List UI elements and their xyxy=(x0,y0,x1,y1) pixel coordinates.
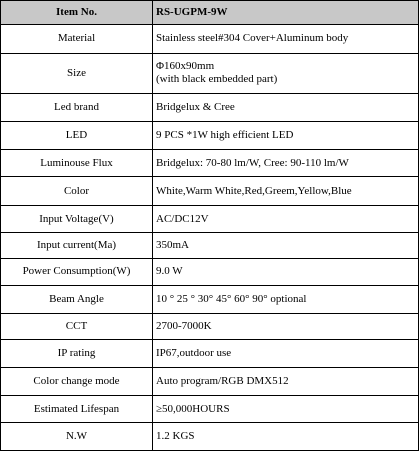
row-label: N.W xyxy=(1,423,153,451)
row-label: CCT xyxy=(1,313,153,340)
row-label: Luminouse Flux xyxy=(1,149,153,177)
size-value-line-2: (with black embedded part) xyxy=(156,73,278,86)
table-row xyxy=(1,53,419,93)
row-value: 9.0 W xyxy=(153,258,419,285)
table-row xyxy=(1,177,419,206)
row-value: 1.2 KGS xyxy=(153,423,419,451)
table-row xyxy=(1,396,419,423)
table-row xyxy=(1,313,419,340)
row-label: Power Consumption(W) xyxy=(1,258,153,285)
row-value: White,Warm White,Red,Greem,Yellow,Blue xyxy=(153,177,419,206)
table-row xyxy=(1,368,419,396)
header-label: Item No. xyxy=(1,1,153,25)
table-row xyxy=(1,285,419,313)
table-row xyxy=(1,233,419,259)
row-label: Beam Angle xyxy=(1,285,153,313)
row-label: Size xyxy=(1,53,153,93)
table-row xyxy=(1,258,419,285)
row-label: Color xyxy=(1,177,153,206)
table-header-row xyxy=(1,1,419,25)
row-value: Bridgelux: 70-80 lm/W, Cree: 90-110 lm/W xyxy=(153,149,419,177)
table-row xyxy=(1,121,419,149)
table-row xyxy=(1,93,419,121)
row-label: Input current(Ma) xyxy=(1,233,153,259)
table-row xyxy=(1,423,419,451)
row-label: Led brand xyxy=(1,93,153,121)
row-value: Stainless steel#304 Cover+Aluminum body xyxy=(153,24,419,53)
row-value: 2700-7000K xyxy=(153,313,419,340)
row-value: Auto program/RGB DMX512 xyxy=(153,368,419,396)
row-label: Material xyxy=(1,24,153,53)
size-value-line-1: Φ160x90mm xyxy=(156,60,215,73)
row-label: IP rating xyxy=(1,340,153,368)
row-label: Input Voltage(V) xyxy=(1,206,153,233)
table-row xyxy=(1,206,419,233)
table-row xyxy=(1,149,419,177)
row-value: AC/DC12V xyxy=(153,206,419,233)
row-value: ≥50,000HOURS xyxy=(153,396,419,423)
row-label: Estimated Lifespan xyxy=(1,396,153,423)
row-value: Bridgelux & Cree xyxy=(153,93,419,121)
table-row xyxy=(1,24,419,53)
header-value: RS-UGPM-9W xyxy=(153,1,419,25)
row-value: 9 PCS *1W high efficient LED xyxy=(153,121,419,149)
row-value: 10 ° 25 ° 30° 45° 60° 90° optional xyxy=(153,285,419,313)
row-value xyxy=(153,53,419,93)
table-row xyxy=(1,340,419,368)
row-label: Color change mode xyxy=(1,368,153,396)
row-value: IP67,outdoor use xyxy=(153,340,419,368)
row-value: 350mA xyxy=(153,233,419,259)
row-label: LED xyxy=(1,121,153,149)
